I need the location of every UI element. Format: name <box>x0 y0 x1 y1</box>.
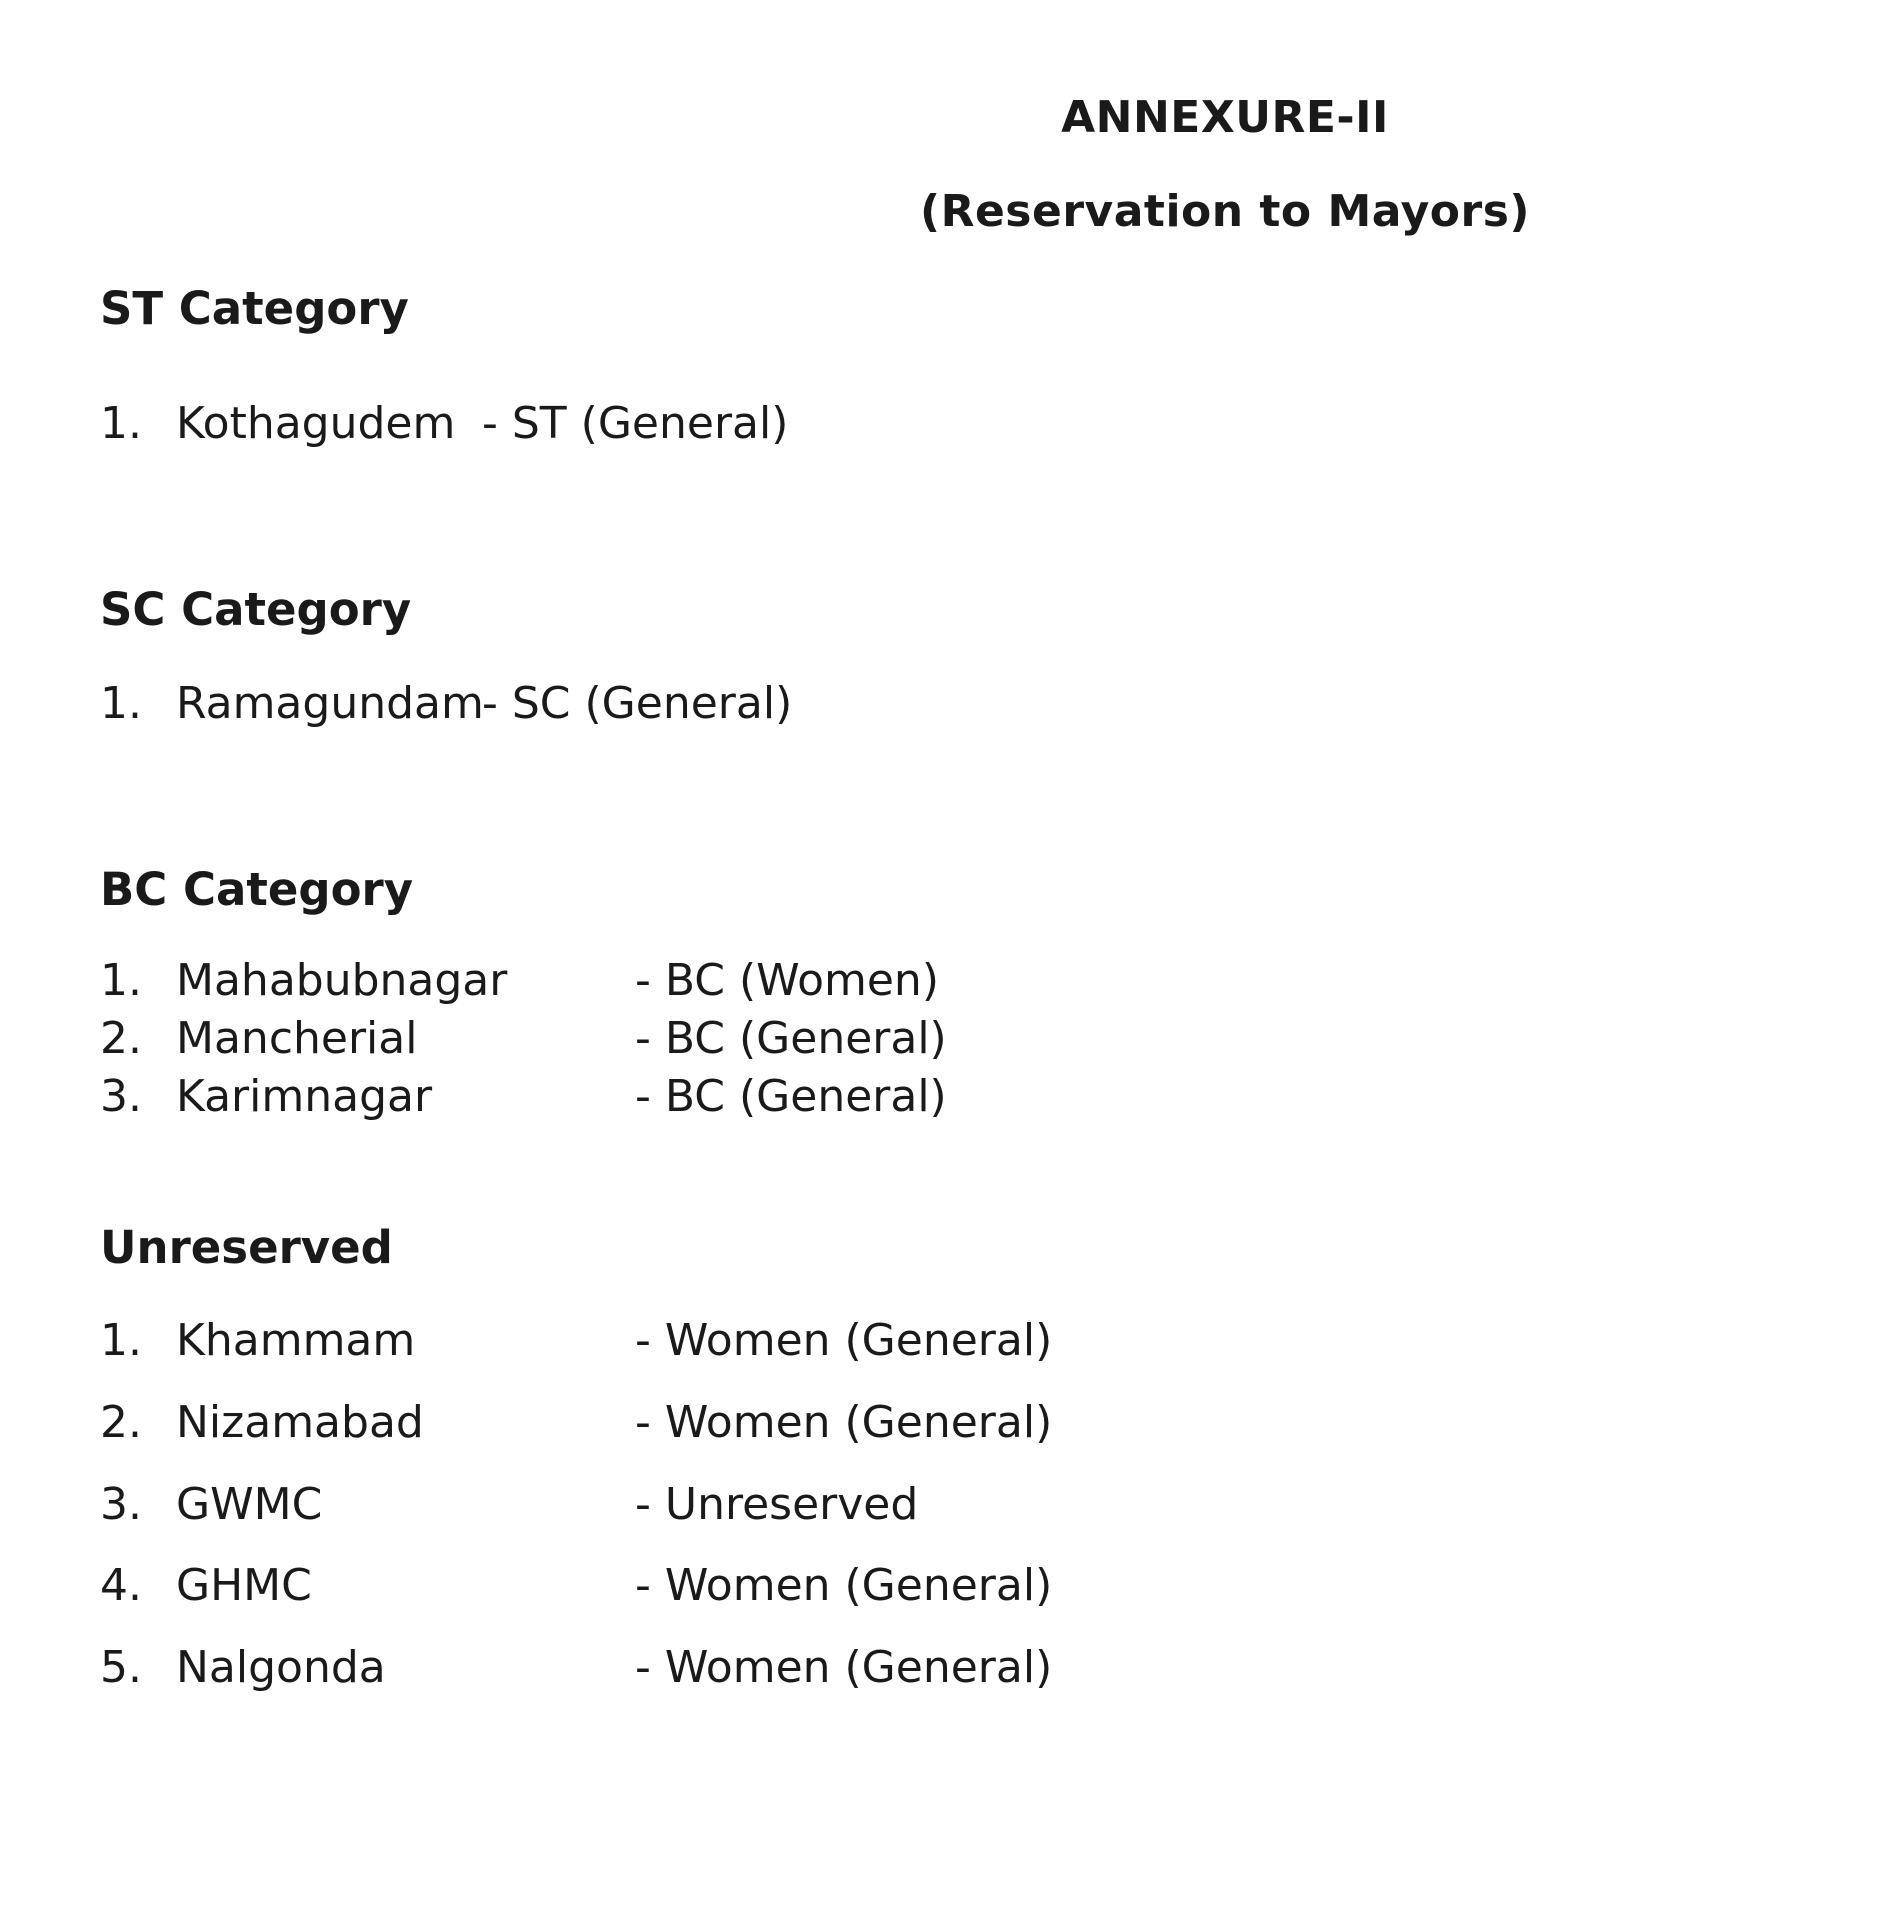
municipality-name: GHMC <box>176 1560 312 1611</box>
reservation-type: - Women (General) <box>635 1560 1053 1611</box>
municipality-name: Mahabubnagar <box>176 955 508 1006</box>
municipality-name: Nalgonda <box>176 1642 386 1693</box>
municipality-name: Khammam <box>176 1315 416 1366</box>
section-heading-unreserved: Unreserved <box>100 1221 393 1274</box>
municipality-name: Ramagundam <box>176 678 484 729</box>
reservation-type: - ST (General) <box>482 398 789 449</box>
document-title: ANNEXURE-II <box>1061 92 1389 143</box>
item-number: 3. <box>100 1479 142 1530</box>
section-heading-bc: BC Category <box>100 863 414 916</box>
item-number: 5. <box>100 1642 142 1693</box>
reservation-type: - Women (General) <box>635 1642 1053 1693</box>
section-heading-st: ST Category <box>100 282 409 335</box>
item-number: 2. <box>100 1397 142 1448</box>
reservation-type: - BC (General) <box>635 1013 947 1064</box>
section-heading-sc: SC Category <box>100 583 412 636</box>
item-number: 2. <box>100 1013 142 1064</box>
reservation-type: - Women (General) <box>635 1397 1053 1448</box>
municipality-name: Kothagudem <box>176 398 456 449</box>
municipality-name: Nizamabad <box>176 1397 424 1448</box>
item-number: 1. <box>100 678 142 729</box>
item-number: 1. <box>100 955 142 1006</box>
reservation-type: - Unreserved <box>635 1479 919 1530</box>
reservation-type: - SC (General) <box>482 678 793 729</box>
item-number: 1. <box>100 398 142 449</box>
document-subtitle: (Reservation to Mayors) <box>919 186 1531 237</box>
item-number: 3. <box>100 1071 142 1122</box>
municipality-name: Karimnagar <box>176 1071 433 1122</box>
municipality-name: Mancherial <box>176 1013 418 1064</box>
municipality-name: GWMC <box>176 1479 323 1530</box>
item-number: 1. <box>100 1315 142 1366</box>
reservation-type: - BC (Women) <box>635 955 939 1006</box>
item-number: 4. <box>100 1560 142 1611</box>
reservation-type: - Women (General) <box>635 1315 1053 1366</box>
reservation-type: - BC (General) <box>635 1071 947 1122</box>
